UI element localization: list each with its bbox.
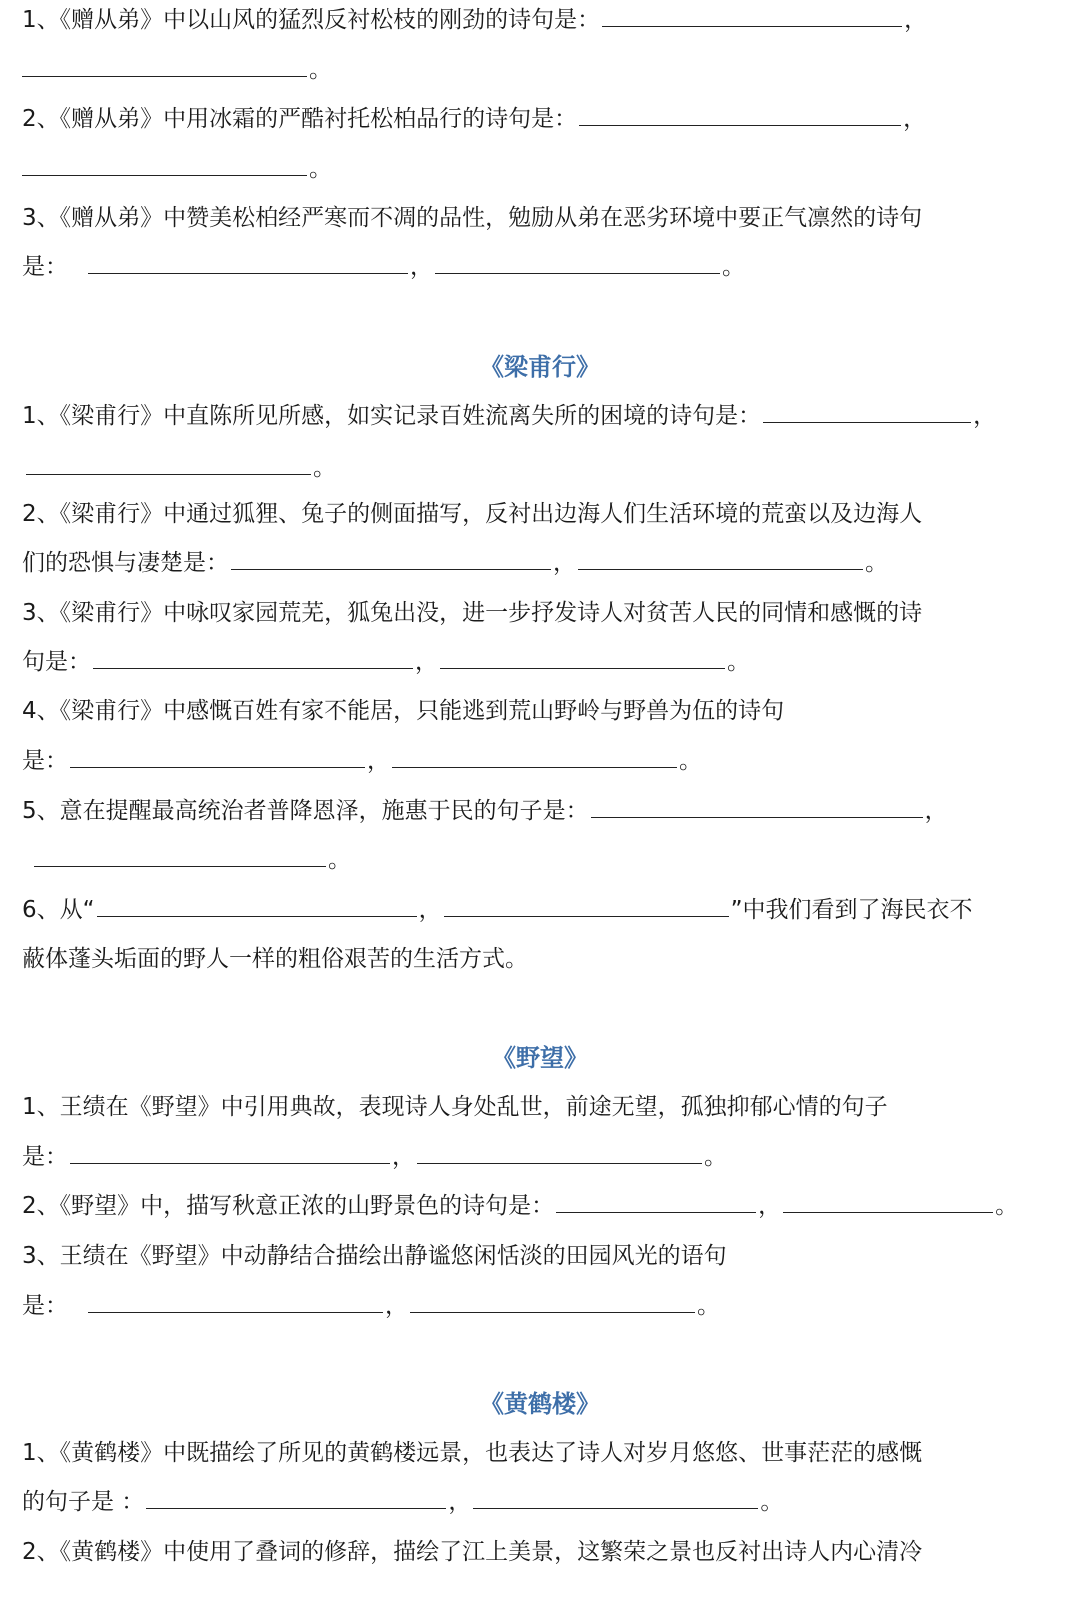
answer-blank[interactable]: [97, 894, 417, 917]
section-title-liangfuxing: 《梁甫行》: [480, 353, 600, 381]
question-zcd-2: 2、《赠从弟》中用冰霜的严酷衬托松柏品行的诗句是： ，: [22, 103, 1060, 135]
question-lfx-4: 4、《梁甫行》中感慨百姓有家不能居，只能逃到荒山野岭与野兽为伍的诗句: [22, 698, 785, 724]
answer-blank[interactable]: [70, 1141, 390, 1164]
question-lfx-5-cont: 。: [22, 844, 1060, 876]
question-yw-2: 2、《野望》中，描写秋意正浓的山野景色的诗句是： ， 。: [22, 1190, 1060, 1222]
answer-blank[interactable]: [435, 251, 720, 274]
answer-blank[interactable]: [231, 547, 551, 570]
question-yw-3: 3、王绩在《野望》中动静结合描绘出静谧悠闲恬淡的田园风光的语句: [22, 1243, 727, 1269]
answer-blank[interactable]: [556, 1190, 756, 1213]
question-yw-1-cont: 是： ， 。: [22, 1141, 1060, 1173]
question-zcd-1-cont: 。: [22, 54, 1060, 86]
answer-blank[interactable]: [34, 844, 326, 867]
answer-blank[interactable]: [783, 1190, 993, 1213]
answer-blank[interactable]: [22, 153, 307, 176]
answer-blank[interactable]: [440, 646, 725, 669]
question-lfx-4-cont: 是： ， 。: [22, 745, 1060, 777]
question-lfx-6-cont: 蔽体蓬头垢面的野人一样的粗俗艰苦的生活方式。: [22, 946, 528, 972]
question-lfx-1-cont: 。: [22, 452, 1060, 484]
answer-blank[interactable]: [763, 400, 971, 423]
question-zcd-3-cont: 是： ， 。: [22, 251, 1060, 283]
question-lfx-2-cont: 们的恐惧与凄楚是： ， 。: [22, 547, 1060, 579]
answer-blank[interactable]: [579, 103, 901, 126]
section-title-yewang: 《野望》: [492, 1044, 588, 1072]
answer-blank[interactable]: [473, 1486, 758, 1509]
answer-blank[interactable]: [70, 745, 365, 768]
answer-blank[interactable]: [26, 452, 311, 475]
answer-blank[interactable]: [410, 1290, 695, 1313]
question-zcd-2-cont: 。: [22, 153, 1060, 185]
question-zcd-3: 3、《赠从弟》中赞美松柏经严寒而不凋的品性，勉励从弟在恶劣环境中要正气凛然的诗句: [22, 205, 923, 231]
section-title-huanghelou: 《黄鹤楼》: [480, 1390, 600, 1418]
question-hhl-2: 2、《黄鹤楼》中使用了叠词的修辞，描绘了江上美景，这繁荣之景也反衬出诗人内心清冷: [22, 1539, 923, 1565]
answer-blank[interactable]: [88, 251, 408, 274]
question-zcd-1: 1、《赠从弟》中以山风的猛烈反衬松枝的刚劲的诗句是： ，: [22, 4, 1060, 36]
question-lfx-5: 5、意在提醒最高统治者普降恩泽，施惠于民的句子是： ，: [22, 795, 1060, 827]
answer-blank[interactable]: [22, 54, 307, 77]
question-lfx-1: 1、《梁甫行》中直陈所见所感，如实记录百姓流离失所的困境的诗句是： ，: [22, 400, 1060, 432]
question-lfx-3: 3、《梁甫行》中咏叹家园荒芜，狐兔出没，进一步抒发诗人对贫苦人民的同情和感慨的诗: [22, 600, 923, 626]
answer-blank[interactable]: [444, 894, 729, 917]
question-hhl-1: 1、《黄鹤楼》中既描绘了所见的黄鹤楼远景，也表达了诗人对岁月悠悠、世事茫茫的感慨: [22, 1440, 923, 1466]
answer-blank[interactable]: [146, 1486, 446, 1509]
answer-blank[interactable]: [591, 795, 923, 818]
answer-blank[interactable]: [578, 547, 863, 570]
question-lfx-3-cont: 句是： ， 。: [22, 646, 1060, 678]
question-lfx-2: 2、《梁甫行》中通过狐狸、兔子的侧面描写，反衬出边海人们生活环境的荒蛮以及边海人: [22, 501, 923, 527]
question-yw-3-cont: 是： ， 。: [22, 1290, 1060, 1322]
answer-blank[interactable]: [417, 1141, 702, 1164]
question-yw-1: 1、王绩在《野望》中引用典故，表现诗人身处乱世，前途无望，孤独抑郁心情的句子: [22, 1094, 888, 1120]
answer-blank[interactable]: [602, 4, 902, 27]
answer-blank[interactable]: [88, 1290, 383, 1313]
question-hhl-1-cont: 的句子是 ： ， 。: [22, 1486, 1060, 1518]
answer-blank[interactable]: [392, 745, 677, 768]
question-lfx-6: 6、从“ ， ”中我们看到了海民衣不: [22, 894, 1060, 926]
answer-blank[interactable]: [93, 646, 413, 669]
